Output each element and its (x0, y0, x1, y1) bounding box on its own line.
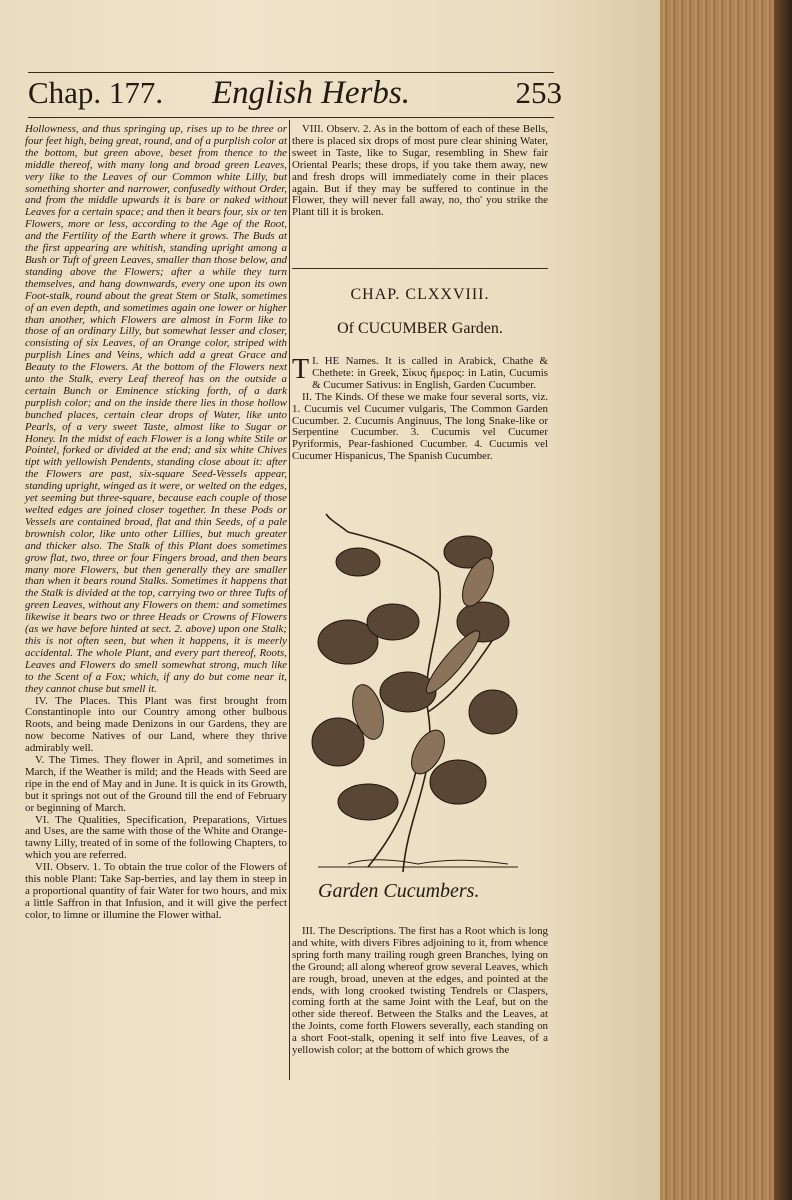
paragraph: VI. The Qualities, Specification, Preparations, Virtues and Uses, are the same with those of the White and Orange-tawny Lilly, treated of in some of the following Chapters, to which you are referred. (25, 813, 287, 862)
paragraph: VII. Observ. 1. To obtain the true color of the Flowers of this noble Plant: Take Sap-berries, and lay them in steep in a proportional quantity of fair Water for two hours, and mix a little Saffron in that Infusion, and it will give the perfect color, to limne or illumine the Flower withal. (25, 861, 287, 921)
chapter-heading: CHAP. CLXXVIII. (350, 286, 490, 303)
paragraph: Hollowness, and thus springing up, rises up to be three or four feet high, being great, round, and of a purplish color at the bottom, but green above, beset from thence to the middle thereof, with many long and broad green Leaves, very like to the Leaves of our Common white Lilly, but something shorter and narrower, confusedly without Order, and from the middle upwards it is bare or naked without Leaves for a certain space; and then it bears four, six or ten Flowers, more or less, according to the Age of the Root, and the Fertility of the Earth where it grows. The Buds at the first appearing are whitish, standing upright among a Bush or Tuft of green Leaves, smaller than those below, and standing above the Flowers; after a while they turn themselves, and hang downwards, every one upon its own Foot-stalk, round about the great Stem or Stalk, sometimes of an even depth, and sometimes again one lower or higher than another, which Flowers are almost in Form like to those of an ordinary Lilly, but somewhat lesser and closer, consisting of six Leaves, of an Orange color, striped with purplish Lines and Veins, which add a great Grace and Beauty to the Flowers. At the bottom of the Flowers next unto the Stalk, every Leaf thereof has on the outside a certain Bunch or Eminence sticking forth, of a dark purplish color; and on the inside there lies in those hollow bunched places, certain clear drops of Water, like unto Pearls, of a very sweet Taste, almost like to Sugar or Honey. In the midst of each Flower is a long white Stile or Pointel, forked or divided at the end; and six white Chives tipt with yellowish Pendents, standing close about it: after the Flowers are past, six-square Seed-Vessels appear, standing upright, winged as it were, or welted on the edges, yet seeming but three-square, because each couple of those welted edges are joined closer together. In these Pods or Vessels are contained broad, flat and thin Seeds, of a pale brownish color, like unto other Lillies, but much greater and thicker also. The Stalk of this Plant does sometimes grow flat, two, three or four Fingers broad, and then bears many more Flowers, but then generally they are smaller than when it bears round Stalks. Sometimes it happens that the Stalk is divided at the top, carrying two or three Tufts of green Leaves, without any Flowers on them: and sometimes likewise it bears two or three Heads or Crowns of Flowers (as we have before hinted at sect. 2. above) upon one Stalk; this is not often seen, but when it happens, it is meerly accidental. The whole Plant, and every part thereof, Roots, Leaves and Flowers do smell somewhat strong, much like to the Scent of a Fox; which, if any do but come near it, they cannot chuse but smell it. (25, 123, 287, 695)
paragraph: IV. The Places. This Plant was first brought from Constantinople into our Country among other bulbous Roots, and being made Denizons in our Gardens, they are now become Natives of our Land, where they thrive admirably well. (25, 694, 287, 755)
page-edges (660, 0, 792, 1200)
descriptions-paragraph: III. The Descriptions. The first has a Root which is long and white, with divers Fibres adjoining to it, from whence spring forth many trailing rough green Branches, lying on the Ground; all along whereof grow several Leaves, which are rough, broad, uneven at the edges, and pointed at the ends, with long crooked twisting Tendrels or Claspers, coming forth at the same Joint with the Leaf, but on the other side thereof. Between the Stalks and the Leaves, at the Joints, come forth Flowers severally, each standing on a short Foot-stalk, opening it self into five Leaves, of a yellowish color; at the bottom of which grows the (292, 925, 548, 1057)
cucumber-woodcut-illustration (308, 512, 526, 882)
right-column-top (292, 124, 548, 219)
paragraph: VIII. Observ. 2. As in the bottom of each of these Bells, there is placed six drops of most pure clear shining Water, sweet in Taste, like to Sugar, resembling in Shew fair Oriental Pearls; these drops, if you take them away, new and fresh drops will immediately come in their places again. But if they may be suffered to continue in the Flower, they will never fall away, no, tho' you strike the Plant till it is broken. (292, 123, 548, 219)
paragraph: V. The Times. They flower in April, and sometimes in March, if the Weather is mild; and the Heads with Seed are ripe in the end of May and in June. It is quick in its Growth, but it springs not out of the Ground till the end of February or beginning of March. (25, 754, 287, 814)
section-title: English Herbs. (212, 75, 410, 111)
left-column (25, 124, 287, 922)
running-header (28, 72, 562, 118)
names-text: I. HE Names. It is called in Arabick, Chathe & Chethete: in Greek, Σίκυς ἥμερος: in Latin, Cucumis & Cucumer Sativus: in English, Garden Cucumber. (312, 355, 548, 391)
drop-cap: T (292, 354, 310, 385)
chapter-subtitle: Of CUCUMBER Garden. (337, 320, 503, 337)
names-and-kinds (292, 356, 548, 463)
names-paragraph (292, 356, 548, 392)
kinds-paragraph: II. The Kinds. Of these we make four several sorts, viz. 1. Cucumis vel Cucumer vulgaris, The Common Garden Cucumber. 2. Cucumis Anginuus, The long Snake-like or Serpentine Cucumber. 3. Cucumis vel Cucumer Pyriformis, Pear-fashioned Cucumber. 4. Cucumis vel Cucumer Hispanicus, The Spanish Cucumber. (292, 390, 548, 463)
section-rule (292, 268, 548, 269)
figure-caption: Garden Cucumbers. (318, 880, 480, 902)
column-divider (289, 120, 290, 1080)
page-number: 253 (515, 75, 562, 110)
chapter-label: Chap. 177. (28, 75, 164, 110)
